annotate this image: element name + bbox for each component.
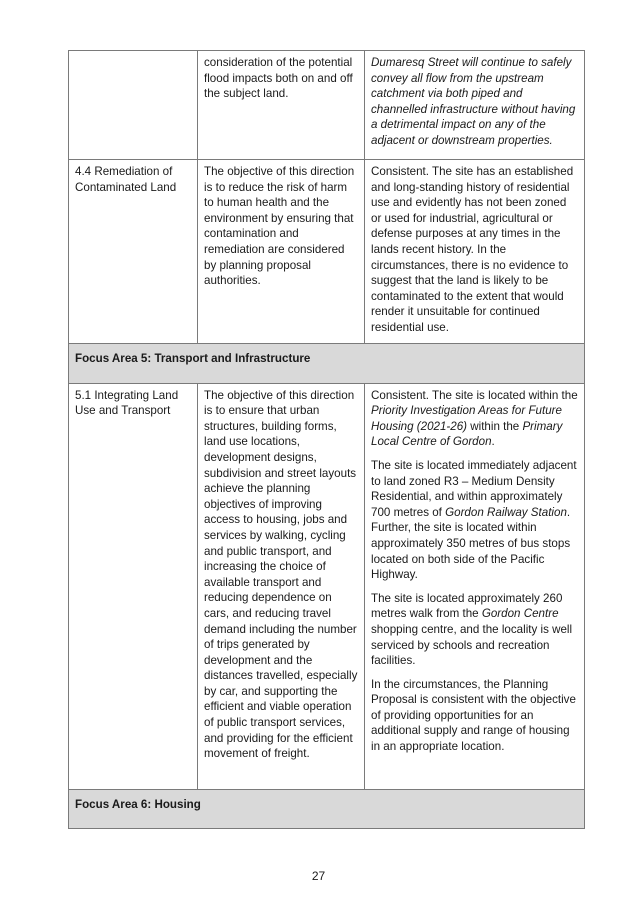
italic-run: Gordon Railway Station xyxy=(445,505,567,519)
consistency-paragraph-1 xyxy=(371,388,578,450)
italic-run: Primary Local Centre of Gordon xyxy=(371,419,563,449)
focus-area-6-heading: Focus Area 6: Housing xyxy=(69,789,585,829)
table-row xyxy=(69,160,585,344)
direction-cell xyxy=(69,51,198,160)
consistency-cell xyxy=(365,383,585,789)
focus-area-header-row xyxy=(69,789,585,829)
text-run: The site is located approximately 260 metres walk from the xyxy=(371,591,563,621)
table-row xyxy=(69,383,585,789)
table-row xyxy=(69,51,585,160)
objective-cell: The objective of this direction is to ensure that urban structures, building forms, land use locations, development designs, subdivision and street layouts achieve the planning objectives of improving access to housing, jobs and services by walking, cycling and public transport, and increasing the choice of available transport and reducing dependence on cars, and reducing travel demand including the number of trips generated by development and the distances travelled, especially by car, and supporting the efficient and viable operation of public transport services, and providing for the efficient movement of freight. xyxy=(198,383,365,789)
direction-cell: 5.1 Integrating Land Use and Transport xyxy=(69,383,198,789)
page-number: 27 xyxy=(311,869,326,883)
italic-run: Priority Investigation Areas for Future Housing (2021-26) xyxy=(371,404,562,433)
consistency-text: Dumaresq Street will continue to safely convey all flow from the upstream catchment via both piped and channelled infrastructure without having a detrimental impact on any of the adjacent or downstream properties. xyxy=(371,56,576,147)
consistency-cell xyxy=(365,51,585,160)
consistency-cell xyxy=(365,160,585,344)
text-run: The site is located immediately adjacent to land zoned R3 – Medium Density Residential, and within approximately 700 metres of xyxy=(371,458,577,519)
focus-area-5-heading: Focus Area 5: Transport and Infrastructure xyxy=(69,344,585,384)
text-run: within the xyxy=(467,419,523,433)
text-run: . xyxy=(491,435,495,449)
text-run: shopping centre, and the locality is well serviced by schools and recreation facilities. xyxy=(371,622,573,668)
consistency-paragraph-4: In the circumstances, the Planning Proposal is consistent with the objective of providing opportunities for an additional supply and range of housing in an appropriate location. xyxy=(371,677,576,754)
objective-cell: The objective of this direction is to reduce the risk of harm to human health and the environment by ensuring that contamination and remediation are considered by planning proposal authorities. xyxy=(198,160,365,344)
direction-cell: 4.4 Remediation of Contaminated Land xyxy=(69,160,198,344)
consistency-paragraph-2 xyxy=(371,458,578,583)
text-run: Consistent. The site is located within the xyxy=(371,388,578,402)
text-run: . Further, the site is located within approximately 350 metres of bus stops located on both side of the Pacific Highway. xyxy=(371,505,571,582)
consistency-text: Consistent. The site has an established and long-standing history of residential use and evidently has not been zoned or used for industrial, agricultural or defense purposes at any times in the lands recent history. In the circumstances, there is no evidence to suggest that the land is likely to be contaminated to the extent that would render it unsuitable for continued residential use. xyxy=(371,165,574,334)
focus-area-header-row xyxy=(69,344,585,384)
consistency-paragraph-3 xyxy=(371,591,578,669)
italic-run: Gordon Centre xyxy=(481,607,559,621)
ministerial-directions-table xyxy=(68,50,585,829)
objective-cell: consideration of the potential flood impacts both on and off the subject land. xyxy=(198,51,365,160)
